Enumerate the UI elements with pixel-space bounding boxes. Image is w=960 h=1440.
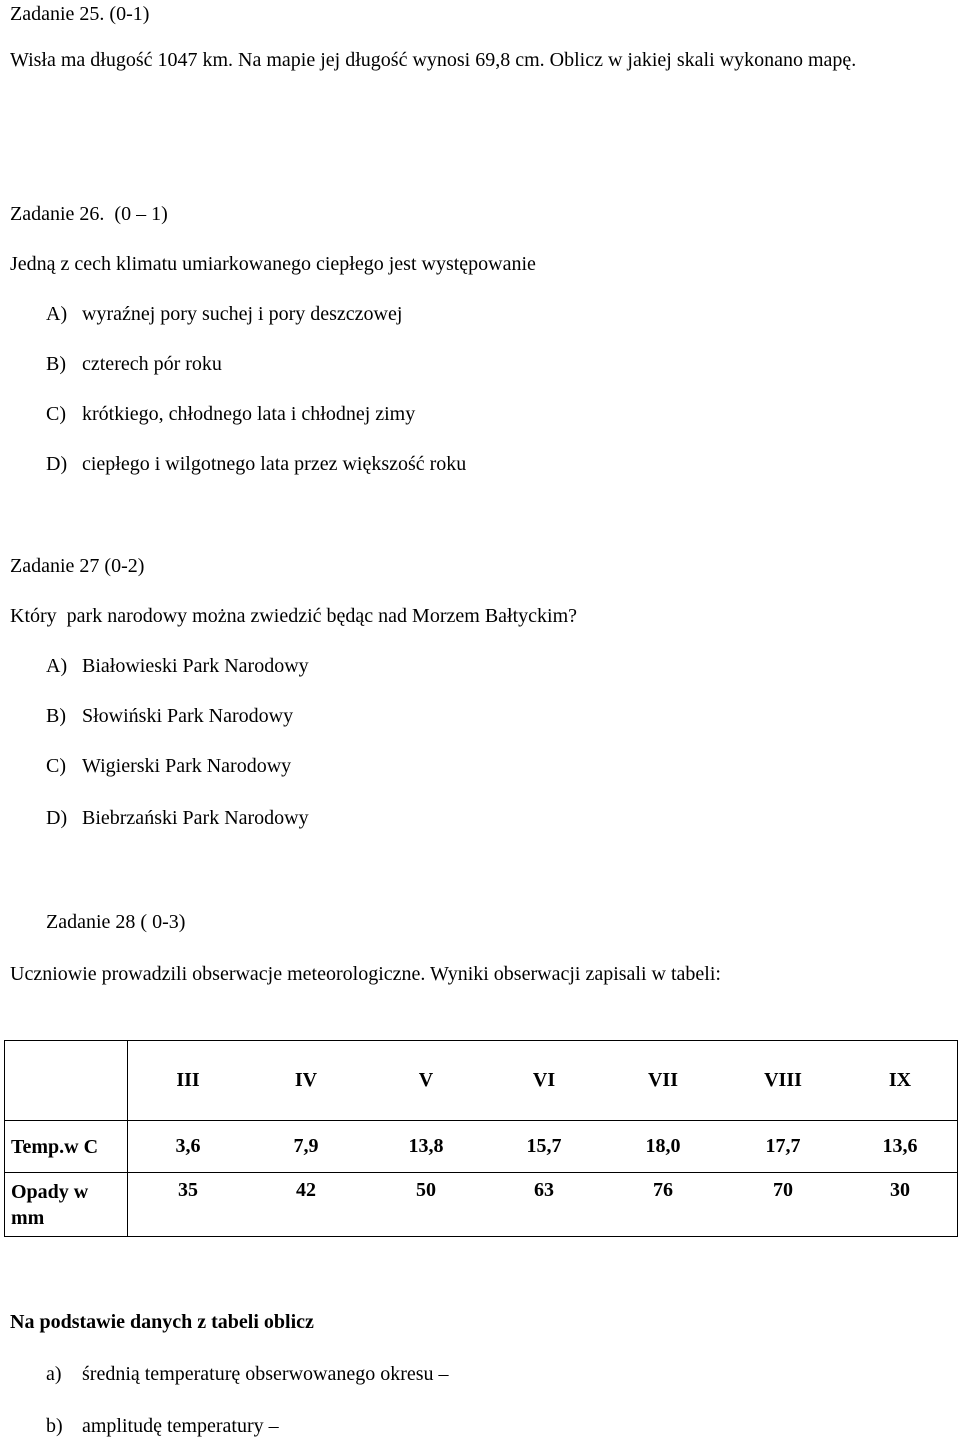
month-header: IX [888, 1069, 912, 1091]
temp-value: 3,6 [175, 1135, 201, 1157]
month-header: V [418, 1069, 434, 1091]
task-27-option-b [46, 704, 293, 728]
month-header: III [176, 1069, 200, 1091]
option-letter: C) [46, 755, 66, 777]
temp-value: 17,7 [765, 1135, 801, 1157]
months-cell [128, 1041, 958, 1121]
option-text: wyraźnej pory suchej i pory deszczowej [82, 303, 403, 325]
precip-row [128, 1173, 957, 1236]
temps-row [128, 1121, 957, 1172]
task-28-instruction: Na podstawie danych z tabeli oblicz [10, 1311, 314, 1333]
option-letter: B) [46, 705, 66, 727]
precip-value: 63 [534, 1179, 554, 1201]
precip-label-line-2: mm [11, 1206, 45, 1229]
table-header-row [5, 1041, 958, 1121]
task-28-subtask-b [46, 1414, 279, 1438]
task-26-option-c [46, 402, 415, 426]
task-27-option-a [46, 654, 309, 678]
temps-cell [128, 1121, 958, 1173]
table-row-temperature [5, 1121, 958, 1173]
month-header: IV [294, 1069, 318, 1091]
month-header: VII [647, 1069, 679, 1091]
option-letter: D) [46, 807, 68, 829]
option-letter: A) [46, 303, 68, 325]
task-27-question: Który park narodowy można zwiedzić będąc nad Morzem Bałtyckim? [10, 605, 578, 627]
precip-cell [128, 1173, 958, 1237]
months-row [128, 1041, 957, 1120]
precip-value: 70 [773, 1179, 793, 1201]
task-26-option-a [46, 302, 402, 326]
subtask-letter: b) [46, 1415, 63, 1437]
task-26-question: Jedną z cech klimatu umiarkowanego ciepłego jest występowanie [10, 253, 536, 275]
temp-value: 15,7 [526, 1135, 562, 1157]
month-header: VIII [764, 1069, 802, 1091]
task-27-title: Zadanie 27 (0-2) [10, 555, 145, 577]
precip-value: 30 [890, 1179, 910, 1201]
task-28-intro: Uczniowie prowadzili obserwacje meteorologiczne. Wyniki obserwacji zapisali w tabeli: [10, 963, 721, 985]
subtask-letter: a) [46, 1363, 62, 1385]
task-26-title [10, 202, 168, 226]
precip-value: 76 [653, 1179, 673, 1201]
temp-value: 18,0 [645, 1135, 681, 1157]
month-header: VI [532, 1069, 556, 1091]
task-26-title-label: Zadanie 26. [10, 203, 105, 225]
option-letter: D) [46, 453, 68, 475]
subtask-text: średnią temperaturę obserwowanego okresu – [82, 1363, 449, 1385]
option-letter: B) [46, 353, 66, 375]
task-28-title: Zadanie 28 ( 0-3) [46, 911, 186, 933]
option-text: Słowiński Park Narodowy [82, 705, 294, 727]
option-letter: A) [46, 655, 68, 677]
task-26-option-b [46, 352, 222, 376]
precip-value: 35 [178, 1179, 198, 1201]
precip-label-line-1: Opady w [11, 1180, 89, 1203]
option-text: ciepłego i wilgotnego lata przez większość roku [82, 453, 467, 475]
task-27-option-d [46, 806, 309, 830]
option-text: Białowieski Park Narodowy [82, 655, 309, 677]
temp-label-cell: Temp.w C [5, 1121, 128, 1173]
task-26-option-d [46, 452, 466, 476]
task-28-subtask-a [46, 1362, 449, 1386]
option-text: czterech pór roku [82, 353, 222, 375]
task-26-points: (0 – 1) [114, 203, 168, 225]
table-corner-cell [5, 1041, 128, 1121]
option-text: Biebrzański Park Narodowy [82, 807, 309, 829]
temp-value: 13,6 [882, 1135, 918, 1157]
option-letter: C) [46, 403, 66, 425]
temp-value: 7,9 [293, 1135, 319, 1157]
task-25-title: Zadanie 25. (0-1) [10, 3, 150, 25]
task-25-text: Wisła ma długość 1047 km. Na mapie jej długość wynosi 69,8 cm. Oblicz w jakiej skali wykonano mapę. [10, 49, 857, 71]
precip-value: 50 [416, 1179, 436, 1201]
task-27-option-c [46, 754, 291, 778]
table-row-precipitation [5, 1173, 958, 1237]
precip-label-cell [5, 1173, 128, 1237]
precip-value: 42 [296, 1179, 316, 1201]
option-text: krótkiego, chłodnego lata i chłodnej zimy [82, 403, 416, 425]
subtask-text: amplitudę temperatury – [82, 1415, 279, 1437]
option-text: Wigierski Park Narodowy [82, 755, 292, 777]
temp-value: 13,8 [408, 1135, 444, 1157]
meteo-table [4, 1040, 958, 1237]
